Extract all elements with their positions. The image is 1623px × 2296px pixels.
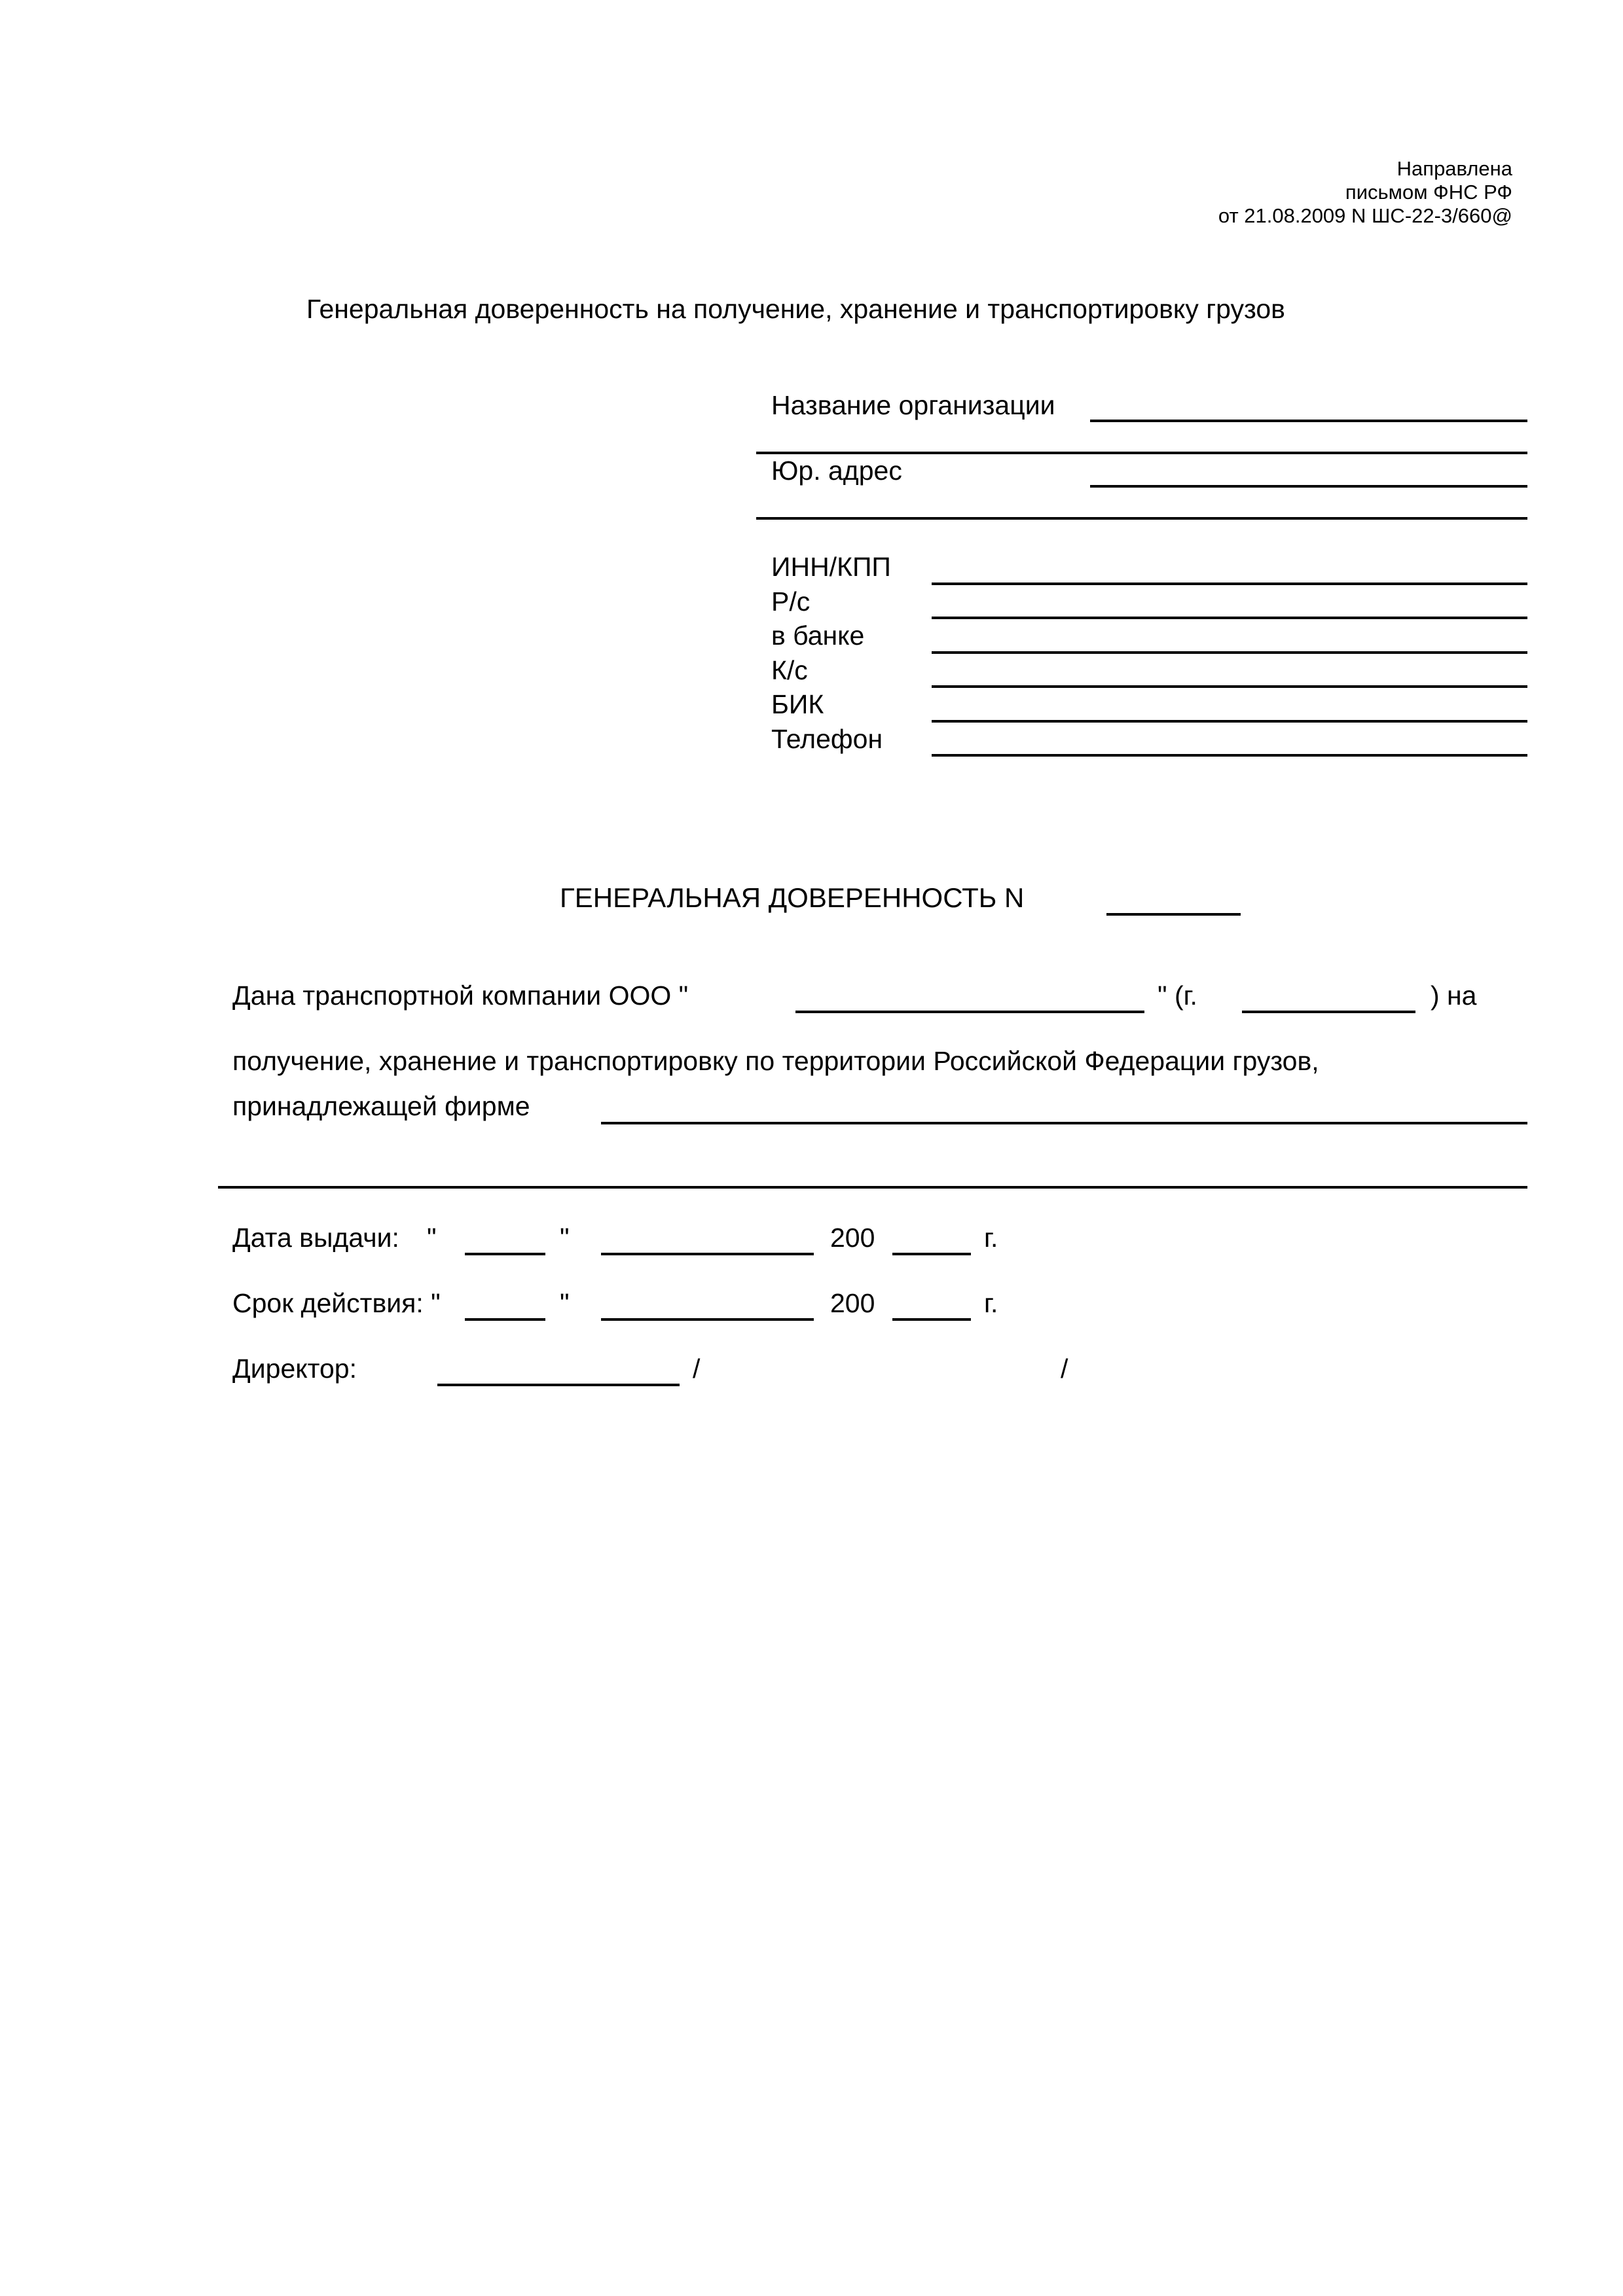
validity-close-quote: " — [560, 1288, 570, 1318]
validity-day-field[interactable] — [465, 1318, 545, 1321]
requisite-phone-label: Телефон — [771, 723, 883, 754]
header-note-line-1: Направлена — [1396, 157, 1512, 180]
validity-label: Срок действия: " — [232, 1288, 441, 1318]
director-label: Директор: — [232, 1354, 357, 1384]
poa-given-text-1: Дана транспортной компании ООО " — [232, 980, 689, 1011]
requisite-inn-kpp-field[interactable] — [932, 583, 1527, 585]
requisite-bik-label: БИК — [771, 689, 824, 719]
poa-given-text-3: ) на — [1431, 980, 1477, 1011]
validity-month-field[interactable] — [601, 1318, 814, 1321]
org-block-divider-1 — [756, 452, 1527, 454]
issue-day-field[interactable] — [465, 1253, 545, 1255]
requisite-inn-kpp-label: ИНН/КПП — [771, 552, 891, 582]
validity-year-suffix: г. — [984, 1288, 998, 1318]
poa-text-line-3: принадлежащей фирме — [232, 1091, 530, 1121]
poa-text-line-2: получение, хранение и транспортировку по территории Российской Федерации грузов, — [232, 1046, 1319, 1076]
org-name-field[interactable] — [1090, 420, 1527, 422]
director-slash-2: / — [1061, 1354, 1068, 1384]
director-signature-field[interactable] — [437, 1384, 680, 1386]
org-address-field[interactable] — [1090, 485, 1527, 488]
requisite-corr-account-field[interactable] — [932, 685, 1527, 688]
poa-given-text-2: " (г. — [1158, 980, 1197, 1011]
validity-year-prefix: 200 — [830, 1288, 875, 1318]
requisite-bik-field[interactable] — [932, 720, 1527, 723]
issue-month-field[interactable] — [601, 1253, 814, 1255]
requisite-phone-field[interactable] — [932, 754, 1527, 757]
org-block-divider-2 — [756, 517, 1527, 520]
requisite-account-label: Р/с — [771, 586, 811, 617]
header-note — [1218, 157, 1512, 228]
director-slash-1: / — [693, 1354, 701, 1384]
issue-year-suffix: г. — [984, 1223, 998, 1253]
requisite-bank-field[interactable] — [932, 651, 1527, 654]
header-note-line-2: письмом ФНС РФ — [1345, 181, 1512, 204]
issue-year-prefix: 200 — [830, 1223, 875, 1253]
poa-number-field[interactable] — [1106, 913, 1241, 916]
issue-year-field[interactable] — [892, 1253, 971, 1255]
owner-firm-field[interactable] — [601, 1122, 1527, 1124]
org-name-label: Название организации — [771, 390, 1055, 420]
issue-date-open-quote: " — [427, 1223, 437, 1253]
city-field[interactable] — [1242, 1011, 1415, 1013]
requisite-bank-label: в банке — [771, 620, 865, 651]
poa-heading: ГЕНЕРАЛЬНАЯ ДОВЕРЕННОСТЬ N — [560, 882, 1025, 913]
validity-year-field[interactable] — [892, 1318, 971, 1321]
org-address-label: Юр. адрес — [771, 456, 902, 486]
owner-firm-field-continuation[interactable] — [218, 1186, 1527, 1189]
issue-date-close-quote: " — [560, 1223, 570, 1253]
requisites-labels — [771, 550, 891, 756]
requisite-corr-account-label: К/с — [771, 655, 808, 685]
document-title: Генеральная доверенность на получение, хранение и транспортировку грузов — [306, 294, 1285, 324]
issue-date-label: Дата выдачи: — [232, 1223, 399, 1253]
company-name-field[interactable] — [795, 1011, 1144, 1013]
requisite-account-field[interactable] — [932, 617, 1527, 619]
header-note-line-3: от 21.08.2009 N ШС-22-3/660@ — [1218, 204, 1512, 227]
